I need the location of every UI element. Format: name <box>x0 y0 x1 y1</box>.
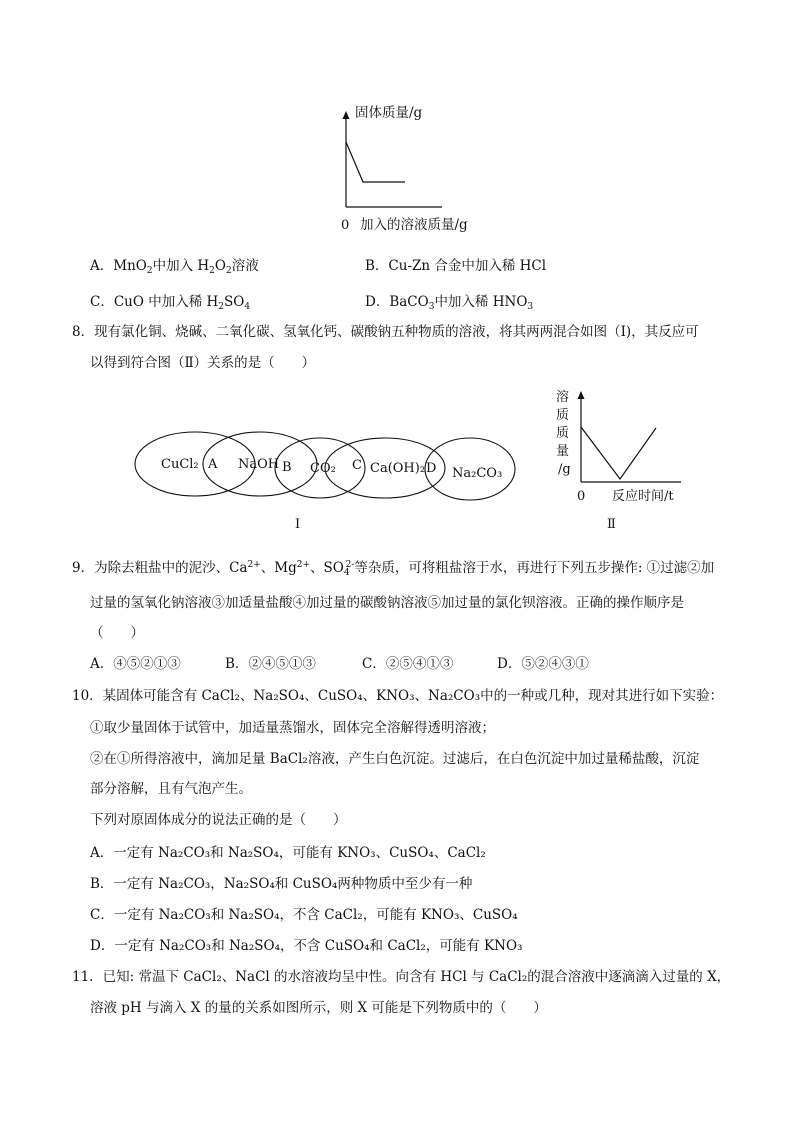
mass-curve <box>346 142 405 182</box>
y-axis-label: 固体质量/g <box>355 105 423 121</box>
label-co2: CO₂ <box>310 461 336 476</box>
solid-mass-graph <box>330 95 530 235</box>
q11-stem-line2: 溶液 pH 与滴入 X 的量的关系如图所示，则 X 可能是下列物质中的（ ） <box>90 1000 547 1016</box>
q10-stem-line3: ②在①所得溶液中，滴加足量 BaCl₂溶液，产生白色沉淀。过滤后，在白色沉淀中加过量稀盐酸，沉淀 <box>90 751 700 767</box>
q7-option-a: A．MnO$_2$中加入 $H_2O_2$溶液 <box>90 258 259 276</box>
q8-stem-line1: 8．现有氯化铜、烧碱、二氧化碳、氢氧化钙、碳酸钠五种物质的溶液，将其两两混合如图（I)，其反应可 <box>72 324 699 340</box>
q7-option-d: D．BaCO$_3$中加入稀 $HNO_3$ <box>365 294 534 312</box>
label-na2co3: Na₂CO₃ <box>452 466 503 481</box>
q10-stem-line1: 10．某固体可能含有 CaCl₂、Na₂SO₄、CuSO₄、KNO₃、Na₂CO₃中的一种或几种，现对其进行如下实验： <box>72 688 724 704</box>
y-label-char-3: 质 <box>556 426 570 441</box>
v-curve <box>581 427 656 479</box>
q10-stem-line5: 下列对原固体成分的说法正确的是（ ） <box>90 812 347 828</box>
q10-option-b: B．一定有 Na₂CO₃，Na₂SO₄和 CuSO₄两种物质中至少有一种 <box>90 876 473 892</box>
figure-ii-caption: Ⅱ <box>607 517 616 532</box>
intersection-a: A <box>208 457 218 472</box>
intersection-b: B <box>282 460 292 475</box>
figure-ii-graph <box>550 382 700 534</box>
q9-option-b: B．②④⑤①③ <box>225 656 316 672</box>
figure-i-ellipses <box>130 420 520 535</box>
y-axis-arrow <box>578 391 585 399</box>
q10-option-c: C．一定有 Na₂CO₃和 Na₂SO₄，不含 CaCl₂，可能有 KNO₃、CuSO₄ <box>90 907 518 923</box>
q10-option-d: D．一定有 Na₂CO₃和 Na₂SO₄，不含 CuSO₄和 CaCl₂，可能有 KNO₃ <box>90 938 523 954</box>
q9-stem-line2: 过量的氢氧化钠溶液③加适量盐酸④加过量的碳酸钠溶液⑤加过量的氯化钡溶液。正确的操作顺序是 <box>90 595 684 611</box>
figure-i-caption: I <box>295 517 301 532</box>
origin-label: 0 <box>577 489 586 504</box>
q10-stem-line2: ①取少量固体于试管中，加适量蒸馏水，固体完全溶解得透明溶液； <box>90 720 495 736</box>
q10-option-a: A．一定有 Na₂CO₃和 Na₂SO₄，可能有 KNO₃、CuSO₄、CaCl₂ <box>90 845 486 861</box>
q9-option-c: C．②⑤④①③ <box>362 656 454 672</box>
y-label-char-2: 质 <box>556 408 570 423</box>
q8-stem-line2: 以得到符合图（Ⅱ）关系的是（ ） <box>90 355 316 371</box>
x-axis-label: 加入的溶液质量/g <box>360 217 468 233</box>
y-label-char-1: 溶 <box>556 390 570 405</box>
q9-stem-line3: （ ） <box>90 625 144 641</box>
label-naoh: NaOH <box>238 457 280 472</box>
y-label-char-5: /g <box>558 462 571 477</box>
intersection-c: C <box>352 458 362 473</box>
intersection-d: D <box>426 461 437 476</box>
q7-option-c: C．CuO 中加入稀 $H_2SO_4$ <box>90 294 251 312</box>
q9-option-d: D．⑤②④③① <box>497 656 589 672</box>
origin-label: 0 <box>341 218 350 233</box>
q9-stem-line1: 9．为除去粗盐中的泥沙、$Ca^{2+}$、$Mg^{2+}$、$SO_4^{2-}$等杂质，可将粗盐溶于水，再进行下列五步操作: ①过滤②加 <box>72 560 715 578</box>
q7-option-b: B．Cu-Zn 合金中加入稀 HCl <box>365 258 547 274</box>
x-axis-label: 反应时间/t <box>612 489 674 504</box>
q9-option-a: A．④⑤②①③ <box>90 656 181 672</box>
y-label-char-4: 量 <box>556 444 570 459</box>
label-caoh2: Ca(OH)₂ <box>370 461 426 476</box>
q11-stem-line1: 11．已知: 常温下 CaCl₂、NaCl 的水溶液均呈中性。向含有 HCl 与 CaCl₂的混合溶液中逐滴滴入过量的 X， <box>72 969 731 985</box>
label-cucl2: CuCl₂ <box>161 457 199 472</box>
y-axis-arrow <box>343 111 350 119</box>
q10-stem-line4: 部分溶解，且有气泡产生。 <box>90 781 252 797</box>
